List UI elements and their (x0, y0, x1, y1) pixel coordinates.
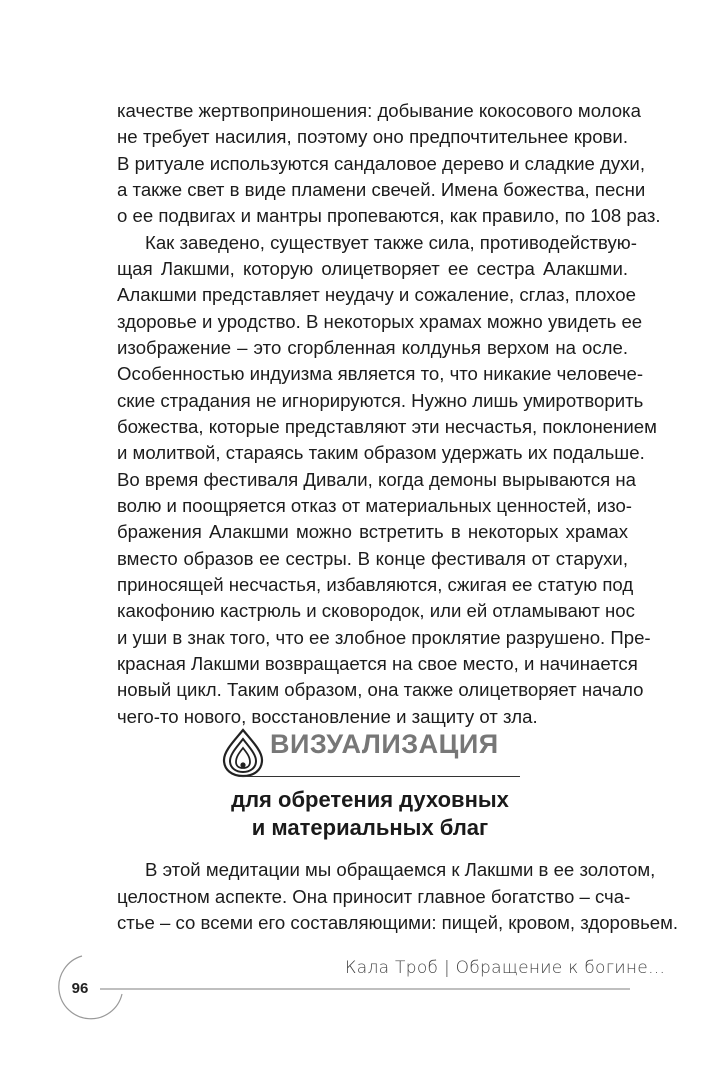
text-line: красная Лакшми возвращается на свое место, и начинается (117, 653, 638, 674)
text-line: изображение – это сгорбленная колдунья верхом на осле. (117, 337, 628, 358)
text-line: здоровье и уродство. В некоторых храмах можно увидеть ее (117, 311, 643, 332)
text-line: приносящей несчастья, избавляются, сжигая ее статую под (117, 574, 634, 595)
text-line: вместо образов ее сестры. В конце фестиваля от старухи, (117, 548, 628, 569)
section-title: ВИЗУАЛИЗАЦИЯ (270, 729, 499, 759)
lotus-icon (220, 727, 266, 779)
text-line: стье – со всеми его составляющими: пищей, кровом, здоровьем. (117, 912, 679, 933)
text-line: о ее подвигах и мантры пропеваются, как правило, по 108 раз. (117, 205, 661, 226)
text-line: щая Лакшми, которую олицетворяет ее сестра Алакшми. (117, 258, 628, 279)
text-line: не требует насилия, поэтому оно предпочтительнее крови. (117, 126, 628, 147)
text-line: целостном аспекте. Она приносит главное богатство – сча- (117, 886, 631, 907)
text-line: волю и поощряется отказ от материальных ценностей, изо- (117, 495, 632, 516)
section-subtitle-line-2: и материальных благ (251, 815, 489, 840)
text-line: чего-то нового, восстановление и защиту от зла. (117, 706, 538, 727)
text-line: Как заведено, существует также сила, противодействую- (145, 232, 637, 253)
text-line: Во время фестиваля Дивали, когда демоны вырываются на (117, 469, 637, 490)
heading-rule (240, 776, 520, 777)
text-line: божества, которые представляют эти несчастья, поклонением (117, 416, 657, 437)
text-line: В этой медитации мы обращаемся к Лакшми в ее золотом, (145, 859, 656, 880)
text-line: ские страдания не игнорируются. Нужно лишь умиротворить (117, 390, 644, 411)
page-number: 96 (71, 980, 89, 997)
section-subtitle-line-1: для обретения духовных (231, 787, 509, 812)
section-heading (220, 727, 520, 779)
text-line: Особенностью индуизма является то, что никакие человече- (117, 363, 644, 384)
running-head: Кала Троб | Обращение к богине... (345, 958, 666, 978)
text-line: новый цикл. Таким образом, она также олицетворяет начало (117, 679, 644, 700)
text-line: какофонию кастрюль и сковородок, или ей отламывают нос (117, 600, 635, 621)
text-line: В ритуале используются сандаловое дерево и сладкие духи, (117, 153, 645, 174)
text-line: и уши в знак того, что ее злобное проклятие разрушено. Пре- (117, 627, 651, 648)
text-line: а также свет в виде пламени свечей. Имена божества, песни (117, 179, 646, 200)
text-line: качестве жертвоприношения: добывание кокосового молока (117, 100, 641, 121)
text-line: бражения Алакшми можно встретить в некоторых храмах (117, 521, 628, 542)
text-line: Алакшми представляет неудачу и сожаление, сглаз, плохое (117, 284, 636, 305)
text-line: и молитвой, стараясь таким образом удержать их подальше. (117, 442, 645, 463)
